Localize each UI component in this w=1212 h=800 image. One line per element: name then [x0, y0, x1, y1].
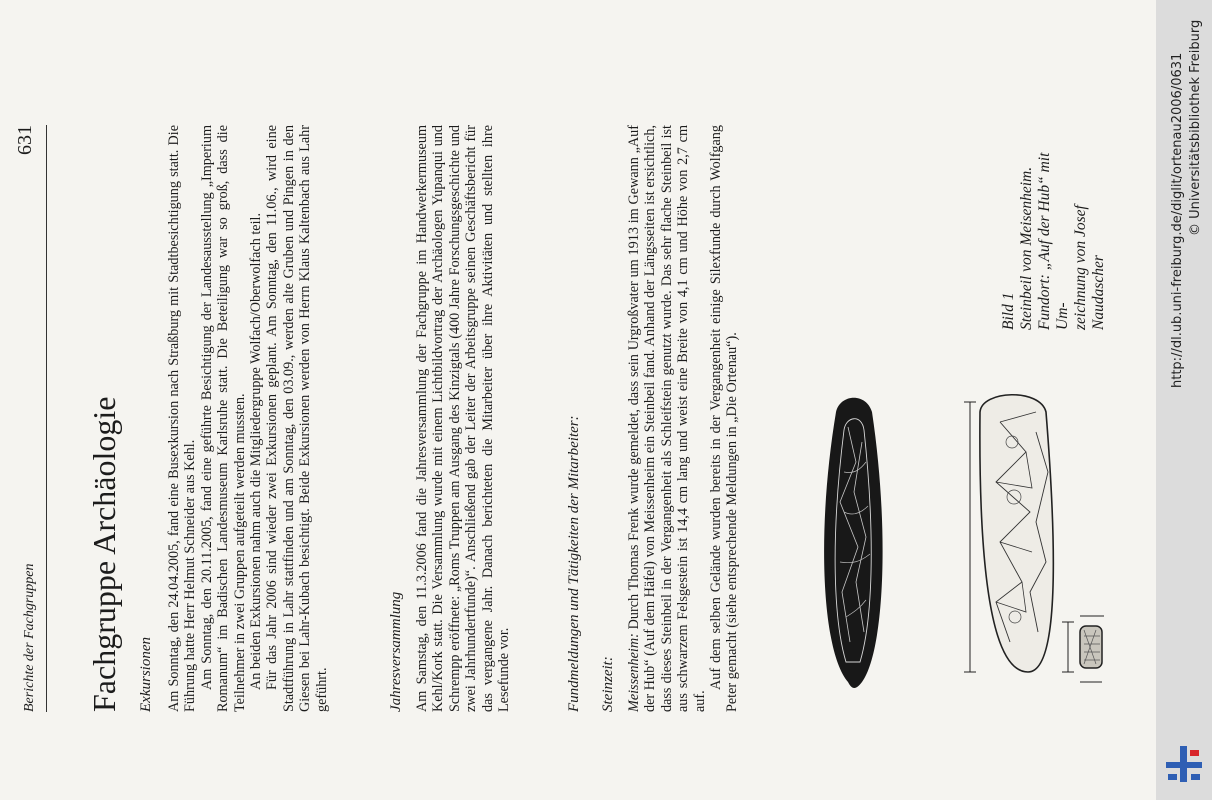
- section-heading-exkursionen: Exkursionen: [138, 637, 154, 712]
- page-title: Fachgruppe Archäologie: [86, 396, 122, 712]
- caption-line: Bild 1: [1000, 292, 1017, 330]
- page-number: 631: [14, 125, 36, 155]
- stone-axe-photo: [824, 398, 882, 688]
- source-url-link[interactable]: http://dl.ub.uni-freiburg.de/diglit/ortenau2006/0631: [1170, 52, 1185, 388]
- section-heading-jahresversammlung: Jahresversammlung: [388, 591, 404, 712]
- jahresversammlung-text: [414, 125, 512, 712]
- caption-line: Steinbeil von Meisenheim.: [1018, 166, 1035, 330]
- university-library-logo-icon: [1164, 744, 1204, 784]
- steinbeil-figure: [800, 382, 1130, 712]
- cross-section-drawing: [1062, 616, 1104, 682]
- exkursionen-text: [166, 125, 330, 712]
- caption-line: zeichnung von Josef Naudascher: [1072, 205, 1107, 330]
- fundmeldungen-text: [626, 125, 741, 712]
- exkursionen-paragraph: Am Sonntag, den 24.04.2005, fand eine Busexkursion nach Straßburg mit Stadtbesichtigung statt. Die Führung hatte Herr Helmut Schneider aus Kehl.: [166, 125, 199, 712]
- exkursionen-paragraph: Für das Jahr 2006 sind wieder zwei Exkursionen geplant. Am Sonntag, den 11.06., wird eine Stadtführung in Lahr stattfinden und am Sonntag, den 03.09., werden alte Gruben und Pingen in den Giesen bei Lahr-Kubach besichtigt. Beide Exkursionen werden von Herrn Klaus Kaltenbach aus Lahr geführt.: [264, 125, 330, 712]
- subheading-steinzeit: Steinzeit:: [600, 656, 616, 712]
- caption-line: Fundort: „Auf der Hub“ mit Um-: [1036, 152, 1071, 330]
- lead-term-meissenheim: Meissenheim:: [626, 633, 642, 712]
- fundmeldungen-paragraph: Durch Thomas Frenk wurde gemeldet, dass sein Urgroßvater um 1913 im Gewann „Auf der Hub“ (Auf dem Häfel) von Meissenheim ein Steinbeil fand. Anhand der Längsseiten ist ersichtlich, dass dieses Steinbeil in der Vergangenheit als Schleifstein genutzt wurde. Das sehr flache Steinbeil ist aus schwarzem Felsgestein ist 14,4 cm lang und weist eine Breite von 4,1 cm und Höhe von 2,7 cm auf.: [626, 124, 708, 712]
- section-heading-fundmeldungen: Fundmeldungen und Tätigkeiten der Mitarbeiter:: [566, 415, 582, 712]
- header-rule: [46, 125, 47, 712]
- jahresversammlung-paragraph: Am Samstag, den 11.3.2006 fand die Jahresversammlung der Fachgruppe im Handwerkermuseum Kehl/Kork statt. Die Versammlung wurde mit einem Lichtbildvortrag der Archäologen Yupanqui und Schrempp eröffnete: „Roms Truppen am Ausgang des Kinzigtals (400 Jahre Forschungsgeschichte und zwei Jahrhundertfunde)“. Anschließend gab der Leiter der Arbeitsgruppe seinen Geschäftsbericht für das vergangene Jahr. Danach berichteten die Mitarbeiter über ihre Aktivitäten und stellten ihre Lesefunde vor.: [414, 125, 513, 712]
- exkursionen-paragraph: An beiden Exkursionen nahm auch die Mitgliedergruppe Wolfach/Oberwolfach teil.: [248, 212, 265, 690]
- running-head: Berichte der Fachgruppen: [22, 563, 37, 712]
- fundmeldungen-paragraph: Auf dem selben Gelände wurden bereits in der Vergangenheit einige Silexfunde durch Wolfgang Peter gemacht (siehe entsprechende Meldungen in „Die Ortenau“).: [708, 125, 741, 712]
- figure-caption: [1000, 130, 1108, 330]
- source-info-strip: [1156, 0, 1212, 800]
- exkursionen-paragraph: Am Sonntag, den 20.11.2005, fand eine geführte Besichtigung der Landesausstellung „Imperium Romanum“ im Badischen Landesmuseum Karlsruhe statt. Die Beteiligung war so groß, dass die Teilnehmer in zwei Gruppen aufgeteilt werden mussten.: [198, 125, 248, 712]
- copyright-notice: © Universitätsbibliothek Freiburg: [1188, 19, 1203, 236]
- stone-axe-drawing: [964, 395, 1053, 672]
